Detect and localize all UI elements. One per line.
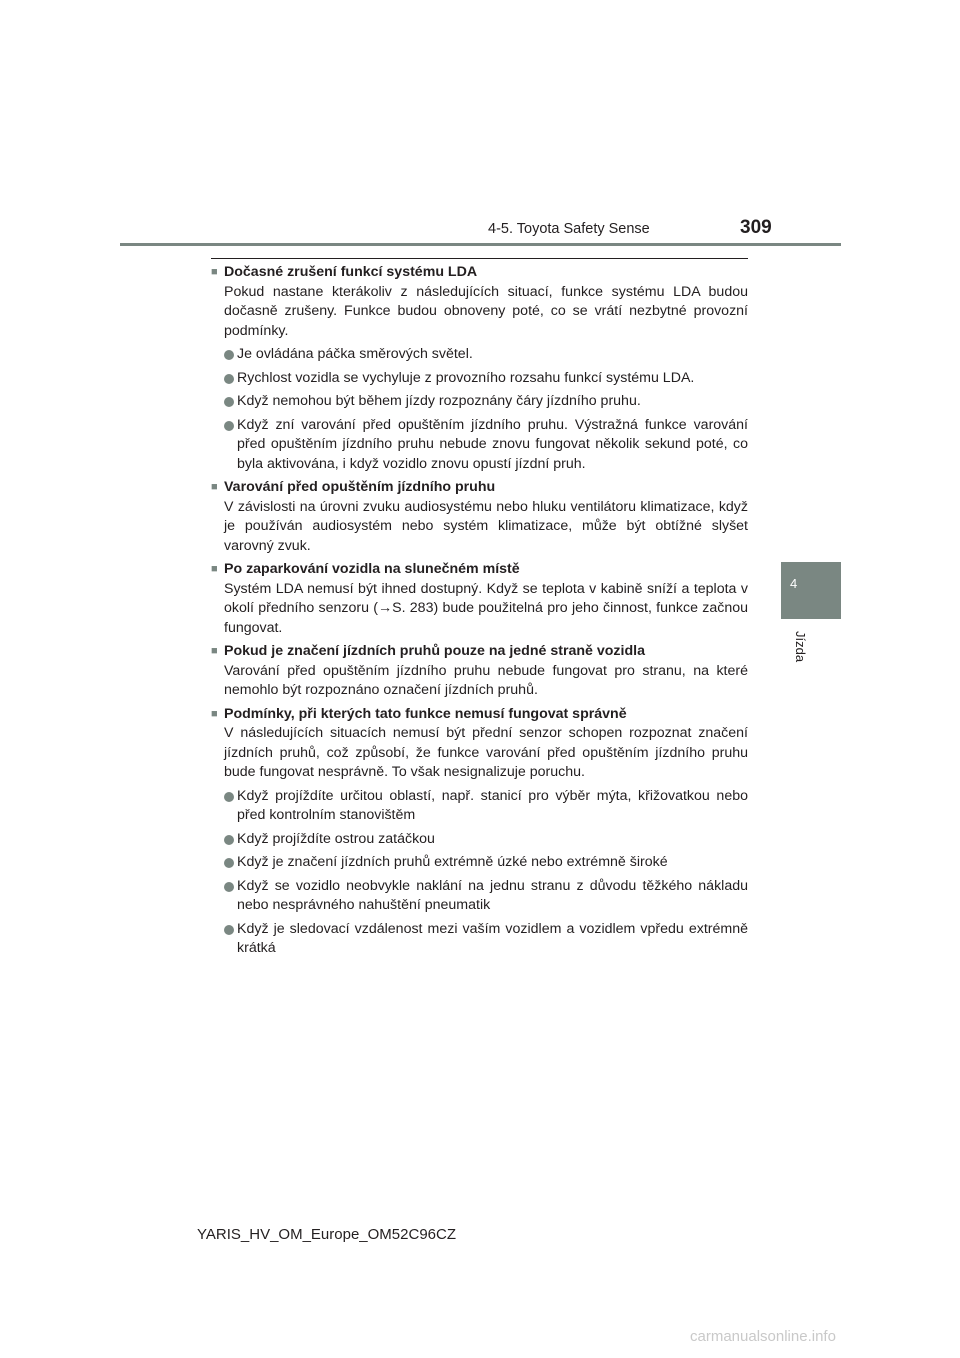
watermark: carmanualsonline.info [690,1328,836,1345]
list-item [224,853,748,873]
section-heading [211,263,748,283]
page-number: 309 [740,217,772,238]
list-item-text: Je ovládána páčka směrových světel. [237,346,473,362]
list-item-text: Když se vozidlo neobvykle naklání na jednu stranu z důvodu těžkého nákladu nebo nesprávného nahuštění pneumatik [237,877,748,913]
list-item-text: Když zní varování před opuštěním jízdního pruhu. Výstražná funkce varování před opuštěním jízdního pruhu nebude znovu fungovat několik sekund poté, co byla aktivována, i když vozidlo znovu opustí jízdní pruh. [237,416,748,472]
list-item [224,787,748,826]
list-item-text: Když projíždíte určitou oblastí, např. stanicí pro výběr mýta, křižovatkou nebo před kontrolním stanovištěm [237,787,748,823]
section [211,642,748,701]
round-bullet-icon [224,877,237,916]
section-paragraph: Systém LDA nemusí být ihned dostupný. Když se teplota v kabině sníží a teplota v okolí předního senzoru (→S. 283) bude použitelná pro jeho činnost, funkce začnou fungovat. [224,580,748,636]
list-item [224,345,748,365]
section-heading-text: Podmínky, při kterých tato funkce nemusí fungovat správně [224,705,627,722]
chapter-number: 4 [790,576,798,591]
square-bullet-icon: ■ [211,481,218,493]
list-item-text: Když je značení jízdních pruhů extrémně úzké nebo extrémně široké [237,854,668,870]
round-bullet-icon [224,392,237,412]
section-heading [211,705,748,725]
list-item-text: Když projíždíte ostrou zatáčkou [237,830,435,847]
footer-doc-code: YARIS_HV_OM_Europe_OM52C96CZ [197,1226,456,1243]
round-bullet-icon [224,416,237,475]
list-item [224,392,748,412]
list-item [224,920,748,959]
section-heading-text: Po zaparkování vozidla na slunečném místě [224,561,520,577]
list-item [224,369,748,389]
list-item-text: Když nemohou být během jízdy rozpoznány čáry jízdního pruhu. [237,393,641,409]
section-heading [211,642,748,662]
round-bullet-icon [224,345,237,365]
section-paragraph: Varování před opuštěním jízdního pruhu nebude fungovat pro stranu, na které nemohlo být rozpoznáno označení jízdních pruhů. [224,662,748,698]
content-top-rule [211,258,748,259]
round-bullet-icon [224,853,237,873]
section [211,478,748,556]
round-bullet-icon [224,830,237,850]
section [211,705,748,959]
round-bullet-icon [224,369,237,389]
list-item-text: Rychlost vozidla se vychyluje z provozního rozsahu funkcí systému LDA. [237,369,695,386]
section-heading-text: Dočasné zrušení funkcí systému LDA [224,264,478,280]
section-heading [211,478,748,498]
square-bullet-icon: ■ [211,707,218,720]
content [211,263,748,963]
section-paragraph: Pokud nastane kterákoliv z následujících situací, funkce systému LDA budou dočasně zrušeny. Funkce budou obnoveny poté, co se vrátí nezbytné provozní podmínky. [224,283,748,339]
chapter-label: Jízda [793,631,808,663]
section-heading-text: Pokud je značení jízdních pruhů pouze na jedné straně vozidla [224,643,645,659]
header-section-title: 4-5. Toyota Safety Sense [488,221,650,237]
list-item [224,416,748,475]
section [211,560,748,638]
square-bullet-icon: ■ [211,563,218,575]
section [211,263,748,474]
list-item [224,877,748,916]
list-item-text: Když je sledovací vzdálenost mezi vaším vozidlem a vozidlem vpředu extrémně krátká [237,920,748,956]
section-paragraph: V závislosti na úrovni zvuku audiosystému nebo hluku ventilátoru klimatizace, když je používán audiosystém nebo systém klimatizace, může být obtížné slyšet varovný zvuk. [224,498,748,554]
square-bullet-icon: ■ [211,266,218,278]
list-item [224,830,748,850]
round-bullet-icon [224,920,237,959]
square-bullet-icon: ■ [211,645,218,657]
section-heading-text: Varování před opuštěním jízdního pruhu [224,479,496,495]
header-rule [120,243,841,246]
round-bullet-icon [224,787,237,826]
section-paragraph: V následujících situacích nemusí být přední senzor schopen rozpoznat značení jízdních pruhů, což způsobí, že funkce varování před opuštěním jízdního pruhu bude fungovat nesprávně. To však nesignalizuje poruchu. [224,725,748,780]
section-heading [211,560,748,580]
